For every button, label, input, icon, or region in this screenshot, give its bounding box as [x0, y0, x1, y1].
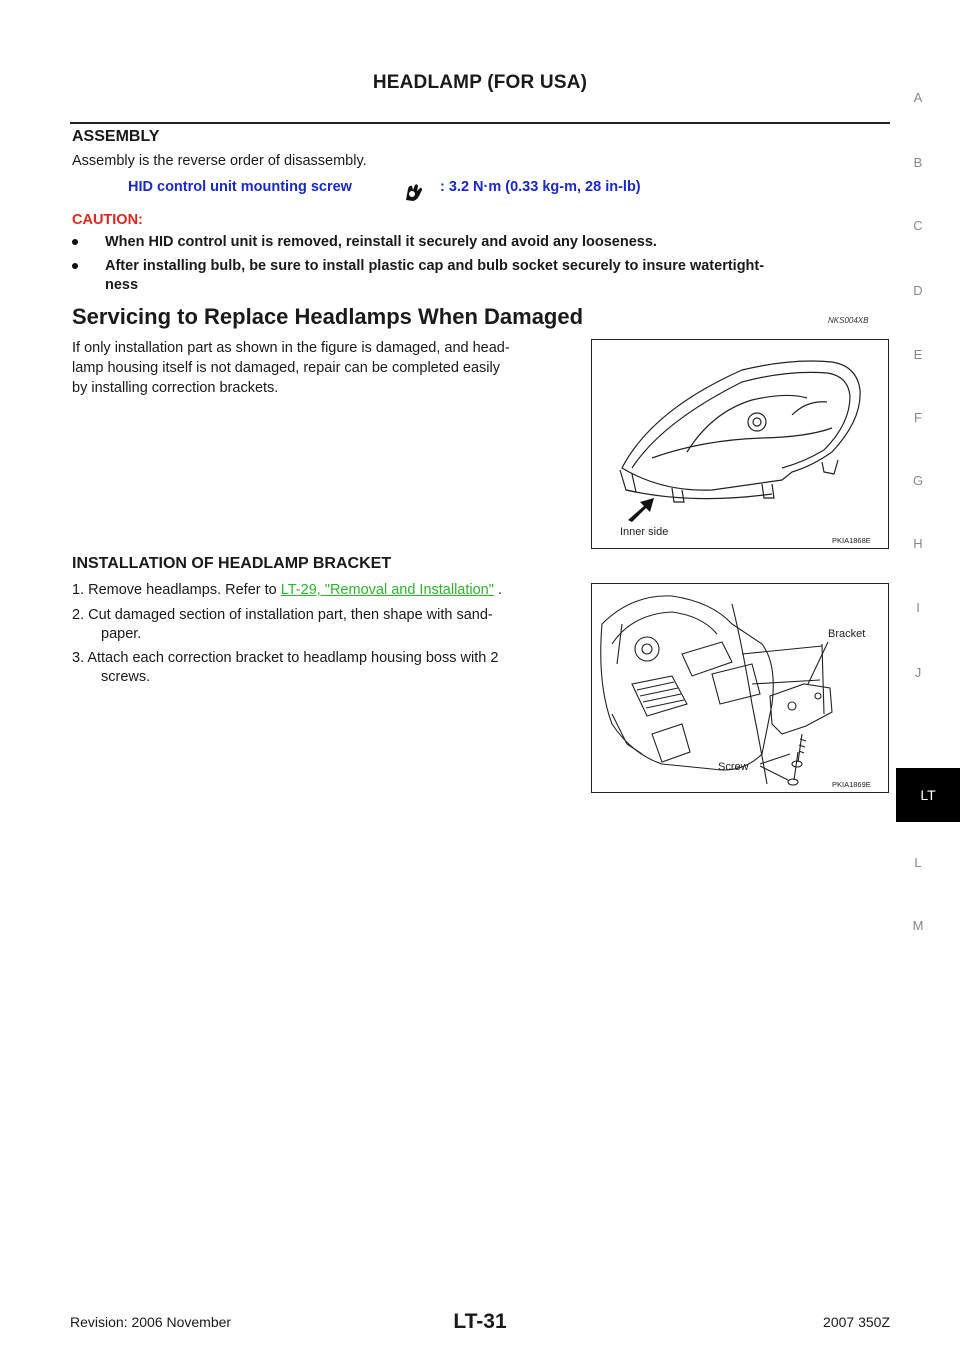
section-index-e[interactable]: E — [913, 347, 923, 362]
bracket-label: Bracket — [828, 628, 866, 640]
servicing-line: by installing correction brackets. — [72, 380, 279, 396]
assembly-intro: Assembly is the reverse order of disassembly. — [72, 153, 367, 169]
screw-label: Screw — [718, 761, 749, 773]
torque-label: HID control unit mounting screw — [128, 179, 352, 195]
step-1-suffix: . — [493, 582, 502, 598]
removal-installation-link[interactable]: LT-29, "Removal and Installation" — [280, 582, 494, 598]
headlamp-illustration — [592, 340, 888, 548]
section-index-c[interactable]: C — [913, 218, 923, 233]
header-rule — [70, 122, 890, 124]
section-index-l[interactable]: L — [914, 855, 922, 870]
step-1 — [72, 580, 502, 600]
caution-label: CAUTION: — [72, 212, 143, 228]
section-index-b[interactable]: B — [913, 155, 923, 170]
step-3: 3. Attach each correction bracket to headlamp housing boss with 2 — [72, 650, 499, 666]
caution-text-cont: ness — [105, 277, 139, 293]
page-title: HEADLAMP (FOR USA) — [372, 72, 588, 93]
section-index-m[interactable]: M — [912, 918, 924, 933]
caution-item — [72, 233, 892, 253]
step-3-cont: screws. — [101, 669, 151, 685]
section-index-a[interactable]: A — [913, 90, 923, 105]
section-index-g[interactable]: G — [912, 473, 924, 488]
reference-code: NKS004XB — [828, 316, 869, 325]
step-2-cont: paper. — [101, 626, 142, 642]
figure-id: PKIA1869E — [832, 780, 871, 789]
caution-item — [72, 257, 892, 297]
footer-model: 2007 350Z — [823, 1314, 890, 1330]
servicing-line: lamp housing itself is not damaged, repair can be completed easily — [72, 360, 500, 376]
section-index-h[interactable]: H — [913, 536, 923, 551]
installation-heading: INSTALLATION OF HEADLAMP BRACKET — [72, 555, 392, 572]
section-index-i[interactable]: I — [916, 600, 920, 615]
servicing-heading: Servicing to Replace Headlamps When Damaged — [72, 304, 584, 329]
footer-page-code: LT-31 — [453, 1310, 507, 1333]
section-index-lt-active[interactable]: LT — [896, 768, 960, 822]
section-index-f[interactable]: F — [914, 410, 922, 425]
torque-wrench-icon — [400, 180, 428, 204]
caution-text: After installing bulb, be sure to install plastic cap and bulb socket securely to insure watertight- — [105, 258, 765, 274]
torque-value: : 3.2 N·m (0.33 kg-m, 28 in-lb) — [440, 179, 641, 195]
bullet-icon — [72, 263, 78, 269]
footer-revision: Revision: 2006 November — [70, 1314, 232, 1330]
section-index-d[interactable]: D — [913, 283, 923, 298]
figure-id: PKIA1868E — [832, 536, 871, 545]
bullet-icon — [72, 239, 78, 245]
step-1-text: 1. Remove headlamps. Refer to — [72, 582, 281, 598]
bracket-figure — [591, 583, 889, 793]
inner-side-label: Inner side — [620, 526, 669, 538]
servicing-line: If only installation part as shown in the figure is damaged, and head- — [72, 340, 510, 356]
assembly-heading: ASSEMBLY — [72, 128, 160, 145]
section-index-j[interactable]: J — [914, 665, 922, 680]
headlamp-figure — [591, 339, 889, 549]
step-2: 2. Cut damaged section of installation part, then shape with sand- — [72, 607, 493, 623]
caution-text: When HID control unit is removed, reinstall it securely and avoid any looseness. — [105, 234, 657, 250]
